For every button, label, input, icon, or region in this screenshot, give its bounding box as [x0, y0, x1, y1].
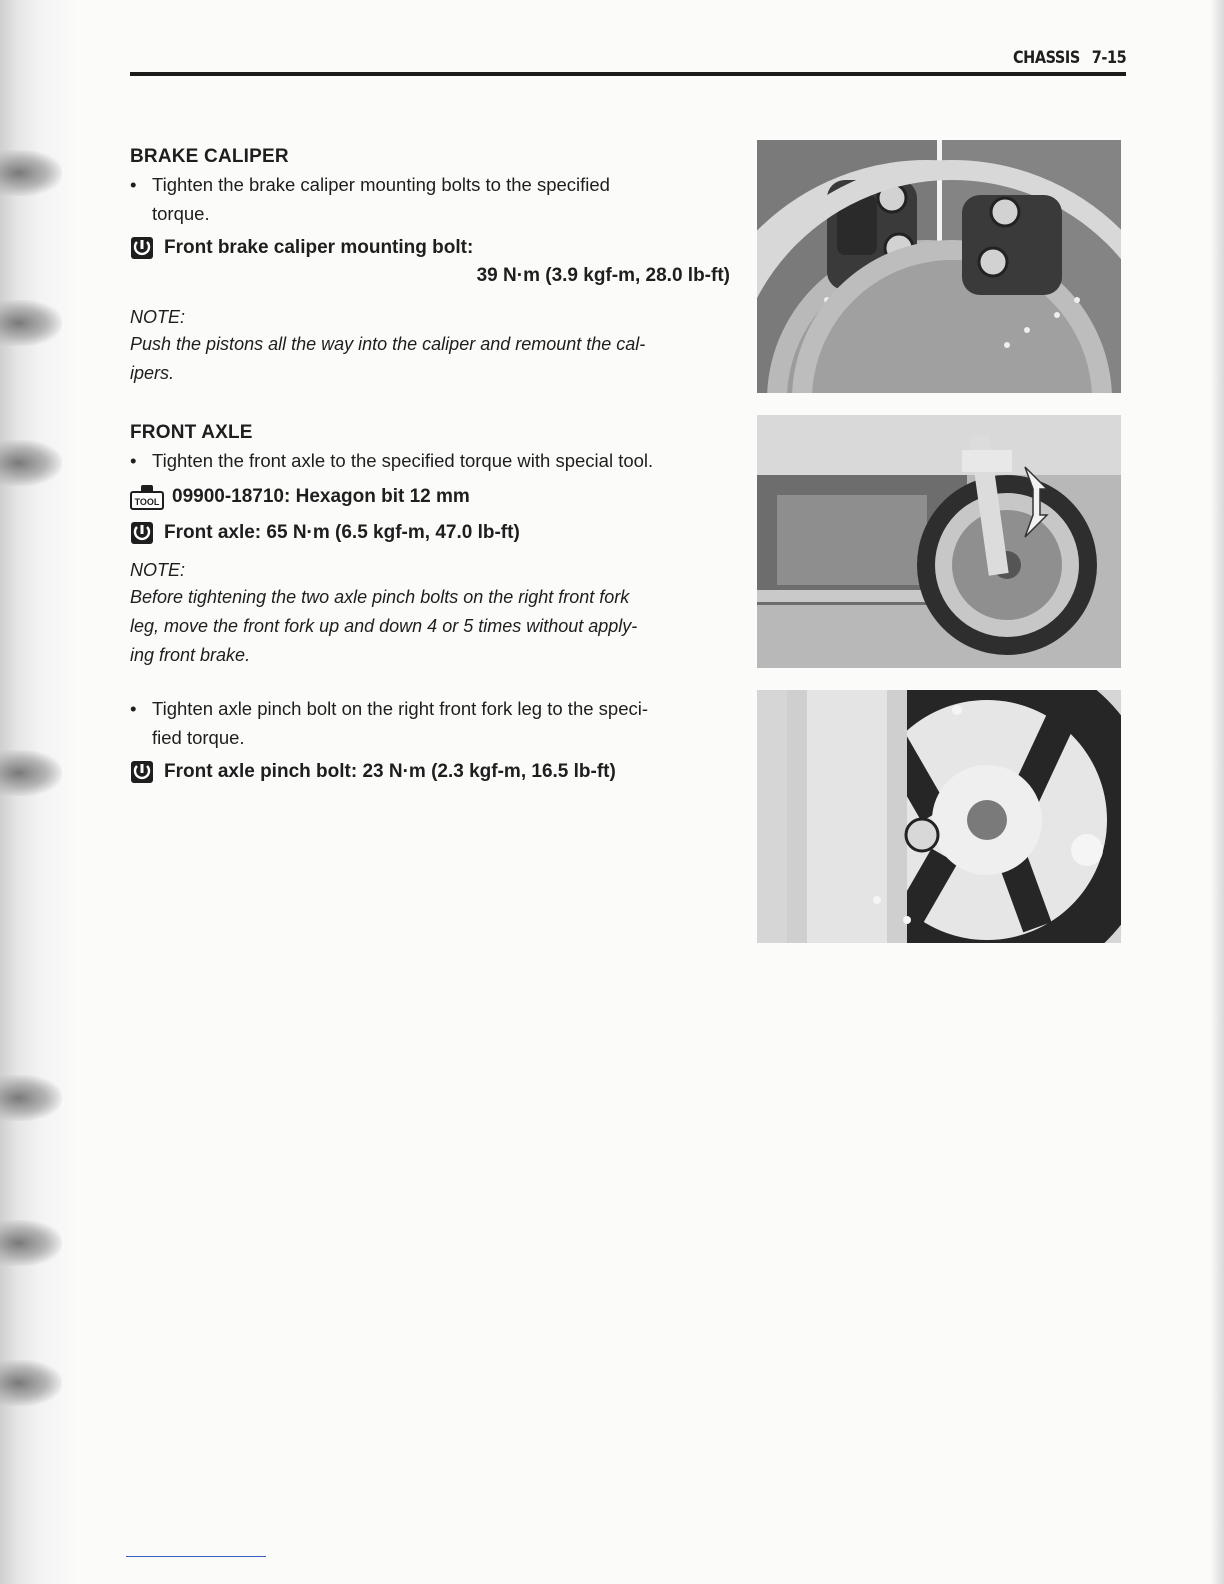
front-axle-heading: FRONT AXLE	[130, 422, 253, 443]
page-header	[130, 44, 1126, 74]
torque-wrench-icon	[130, 521, 154, 545]
front-axle-torque: Front axle: 65 N·m (6.5 kgf-m, 47.0 lb-ft)	[164, 522, 520, 543]
front-axle-torque-spec	[130, 519, 730, 547]
brake-caliper-section	[130, 146, 730, 388]
front-axle-note-label: NOTE:	[130, 560, 186, 580]
header-text	[1013, 48, 1126, 68]
binder-hole	[0, 1075, 62, 1121]
front-axle-section	[130, 422, 730, 786]
front-axle-note	[130, 583, 730, 670]
binder-hole	[0, 1360, 62, 1406]
torque-wrench-icon	[130, 760, 154, 784]
special-tool-icon	[130, 484, 164, 510]
axle-pinch-bullet	[130, 694, 730, 752]
binder-hole	[0, 440, 62, 486]
front-axle-note-line3: ing front brake.	[130, 645, 251, 665]
tool-icon-text: TOOL	[134, 497, 160, 507]
torque-wrench-icon	[130, 236, 154, 260]
brake-caliper-note-label: NOTE:	[130, 307, 186, 327]
brake-caliper-illustration	[757, 140, 1121, 393]
brake-caliper-torque-label: Front brake caliper mounting bolt:	[164, 237, 474, 258]
axle-pinch-bullet-line1: Tighten axle pinch bolt on the right front fork leg to the speci-	[152, 698, 649, 719]
brake-caliper-photo	[757, 140, 1121, 393]
front-fork-photo	[757, 415, 1121, 668]
header-rule	[130, 72, 1126, 76]
brake-caliper-heading: BRAKE CALIPER	[130, 146, 289, 167]
brake-caliper-torque-value: 39 N·m (3.9 kgf-m, 28.0 lb-ft)	[476, 265, 730, 286]
brake-caliper-bullet-line1: Tighten the brake caliper mounting bolts to the specified	[152, 174, 610, 195]
axle-pinch-bolt-photo	[757, 690, 1121, 943]
brake-caliper-note	[130, 330, 730, 388]
brake-caliper-bullet	[130, 170, 730, 228]
binder-hole	[0, 150, 62, 196]
bullet-dot: •	[130, 698, 137, 719]
brake-caliper-note-line2: ipers.	[130, 363, 175, 383]
binder-hole	[0, 750, 62, 796]
footer-line	[126, 1556, 266, 1557]
bullet-dot: •	[130, 450, 137, 471]
axle-pinch-bolt-illustration	[757, 690, 1121, 943]
front-axle-tool-spec	[130, 483, 730, 511]
page-right-edge	[1210, 0, 1224, 1584]
binder-hole	[0, 1220, 62, 1266]
brake-caliper-bullet-line2: torque.	[152, 203, 210, 224]
front-axle-note-line1: Before tightening the two axle pinch bolts on the right front fork	[130, 587, 630, 607]
axle-pinch-torque: Front axle pinch bolt: 23 N·m (2.3 kgf-m, 16.5 lb-ft)	[164, 761, 616, 782]
section-title: CHASSIS	[1012, 48, 1080, 68]
bullet-dot: •	[130, 174, 137, 195]
binder-hole	[0, 300, 62, 346]
axle-pinch-bullet-line2: fied torque.	[152, 727, 245, 748]
front-axle-note-line2: leg, move the front fork up and down 4 or 5 times without apply-	[130, 616, 638, 636]
brake-caliper-torque-spec	[130, 234, 730, 262]
front-axle-bullet-text: Tighten the front axle to the specified torque with special tool.	[152, 450, 654, 471]
brake-caliper-note-line1: Push the pistons all the way into the caliper and remount the cal-	[130, 334, 646, 354]
front-axle-bullet	[130, 446, 730, 475]
axle-pinch-torque-spec	[130, 758, 730, 786]
page-number: 7-15	[1091, 48, 1126, 68]
front-axle-tool: 09900-18710: Hexagon bit 12 mm	[172, 486, 470, 507]
front-fork-illustration	[757, 415, 1121, 668]
